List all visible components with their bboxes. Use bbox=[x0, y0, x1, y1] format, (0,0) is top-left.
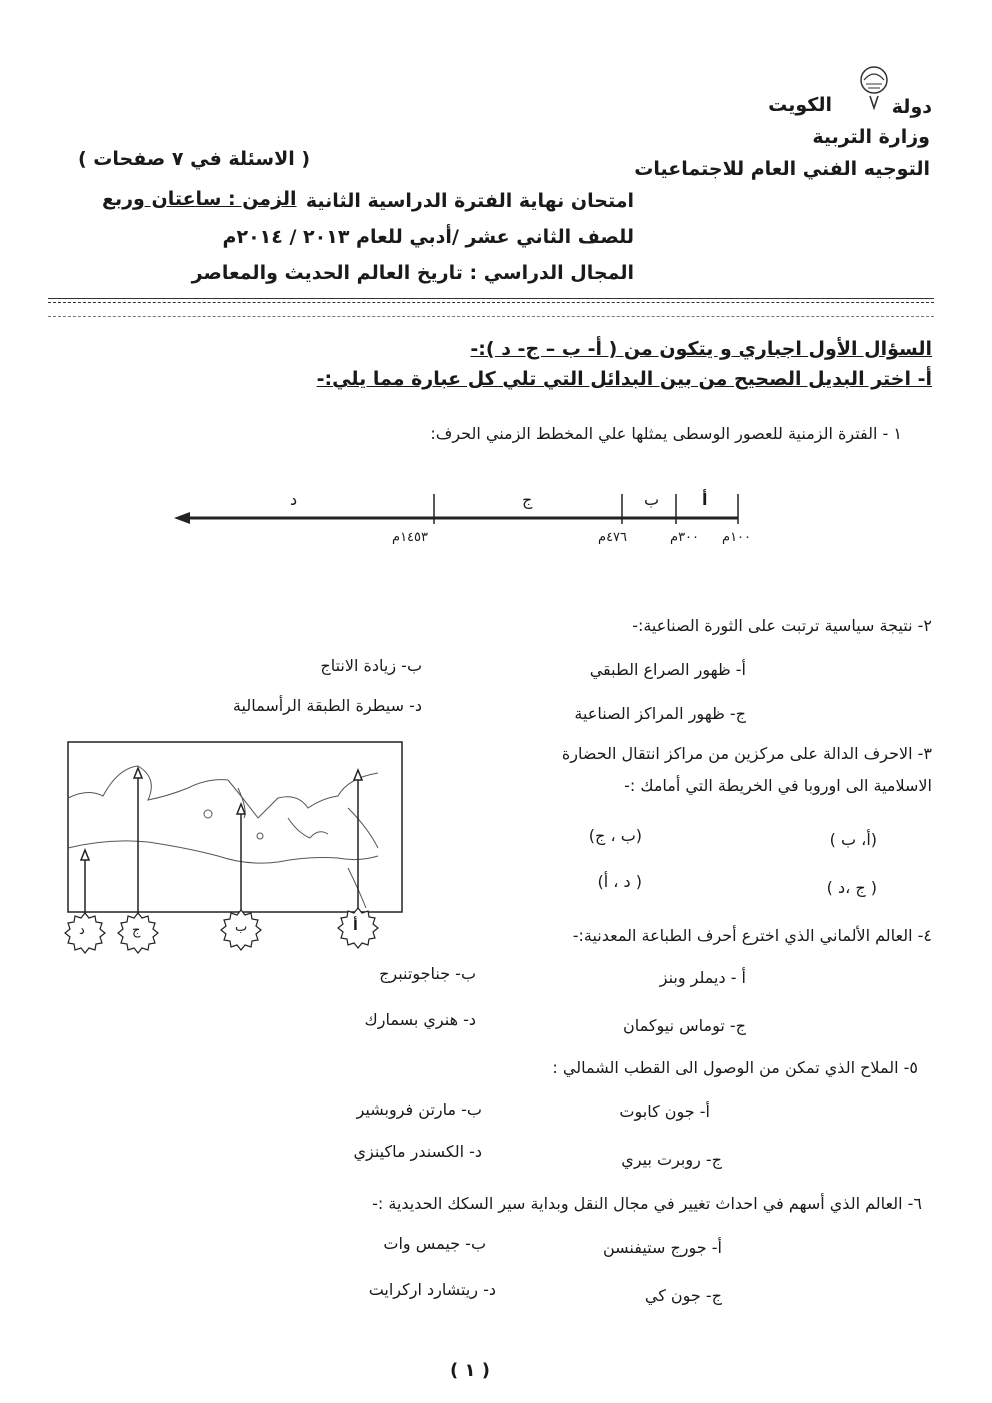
state-label: دولة bbox=[891, 96, 932, 118]
header-divider bbox=[48, 298, 934, 299]
q1-timeline bbox=[170, 480, 770, 560]
q2-option-b[interactable]: ب- زيادة الانتاج bbox=[320, 656, 422, 675]
q6-option-d[interactable]: د- ريتشارد اركرايت bbox=[368, 1280, 496, 1299]
q4-option-b[interactable]: ب- جناجوتنبرج bbox=[379, 964, 476, 983]
q3-text-line2: الاسلامية الى اوروبا في الخريطة التي أمامك :- bbox=[624, 776, 932, 795]
timeline-segment-b: ب bbox=[644, 490, 660, 509]
country-label: الكويت bbox=[768, 94, 832, 116]
pages-note: ( الاسئلة في ٧ صفحات ) bbox=[78, 148, 311, 170]
q4-option-c[interactable]: ج- توماس نيوكمان bbox=[622, 1016, 746, 1035]
q6-option-c[interactable]: ج- جون كي bbox=[644, 1286, 722, 1305]
q4-option-a[interactable]: أ - ديملر وبنز bbox=[659, 968, 746, 987]
map-label-a: أ bbox=[353, 918, 358, 934]
map-label-b: ب bbox=[235, 920, 248, 935]
header-divider-3 bbox=[48, 316, 934, 317]
subject-field: المجال الدراسي : تاريخ العالم الحديث والمعاصر bbox=[191, 262, 634, 284]
exam-time: الزمن : ساعتان وربع bbox=[102, 188, 297, 210]
timeline-date-100: ١٠٠م bbox=[722, 530, 752, 545]
page-number: ( ١ ) bbox=[450, 1360, 490, 1381]
timeline-date-476: ٤٧٦م bbox=[598, 530, 628, 545]
timeline-date-300: ٣٠٠م bbox=[670, 530, 700, 545]
q5-option-d[interactable]: د- الكسندر ماكينزي bbox=[353, 1142, 482, 1161]
q3-option-c[interactable]: ( ج ،د ) bbox=[826, 878, 877, 897]
q3-text-line1: ٣- الاحرف الدالة على مركزين من مراكز انتقال الحضارة bbox=[561, 744, 932, 763]
badge-a-icon bbox=[338, 908, 378, 948]
q1-text: ١ - الفترة الزمنية للعصور الوسطى يمثلها علي المخطط الزمني الحرف: bbox=[430, 424, 902, 443]
mediterranean-map bbox=[48, 738, 408, 990]
q3-option-a[interactable]: (أ، ب ) bbox=[829, 830, 877, 849]
q6-option-a[interactable]: أ- جورج ستيفنسن bbox=[602, 1238, 722, 1257]
kuwait-emblem-icon bbox=[852, 64, 896, 114]
q5-option-c[interactable]: ج- روبرت بيري bbox=[621, 1150, 722, 1169]
q2-option-a[interactable]: أ- ظهور الصراع الطبقي bbox=[589, 660, 746, 679]
q5-option-b[interactable]: ب- مارتن فروبشير bbox=[356, 1100, 482, 1119]
q5-option-a[interactable]: أ- جون كابوت bbox=[619, 1102, 710, 1121]
timeline-graphic bbox=[170, 480, 770, 560]
grade-year: للصف الثاني عشر /أدبي للعام ٢٠١٣ / ٢٠١٤م bbox=[222, 226, 634, 248]
header-divider-2 bbox=[48, 302, 934, 303]
section-heading: السؤال الأول اجباري و يتكون من ( أ- ب – ج- د ):- bbox=[470, 338, 932, 360]
q3-option-d[interactable]: ( د ، أ) bbox=[597, 872, 642, 891]
timeline-segment-c: ج bbox=[522, 490, 533, 509]
timeline-segment-d: د bbox=[290, 490, 298, 509]
q3-map bbox=[48, 738, 408, 990]
timeline-date-1453: ١٤٥٣م bbox=[392, 530, 428, 545]
q4-text: ٤- العالم الألماني الذي اخترع أحرف الطباعة المعدنية:- bbox=[572, 926, 932, 945]
q6-option-b[interactable]: ب- جيمس وات bbox=[383, 1234, 486, 1253]
q2-option-c[interactable]: ج- ظهور المراكز الصناعية bbox=[574, 704, 746, 723]
badge-d-icon bbox=[65, 913, 105, 953]
department-label: التوجيه الفني العام للاجتماعيات bbox=[634, 158, 930, 180]
section-instruction: أ- اختر البديل الصحيح من بين البدائل التي تلي كل عبارة مما يلي:- bbox=[316, 368, 932, 390]
q5-text: ٥- الملاح الذي تمكن من الوصول الى القطب الشمالي : bbox=[552, 1058, 918, 1077]
timeline-segment-a: أ bbox=[702, 490, 708, 509]
map-label-c: ج bbox=[132, 923, 141, 938]
exam-title: امتحان نهاية الفترة الدراسية الثانية bbox=[305, 190, 634, 212]
map-label-d: د bbox=[79, 923, 85, 938]
q3-option-b[interactable]: (ب ، ج) bbox=[588, 826, 642, 845]
q4-option-d[interactable]: د- هنري بسمارك bbox=[364, 1010, 476, 1029]
q6-text: ٦- العالم الذي أسهم في احداث تغيير في مجال النقل وبداية سير السكك الحديدية :- bbox=[372, 1194, 922, 1213]
ministry-label: وزارة التربية bbox=[812, 126, 930, 148]
q2-text: ٢- نتيجة سياسية ترتبت على الثورة الصناعية:- bbox=[632, 616, 932, 635]
q2-option-d[interactable]: د- سيطرة الطبقة الرأسمالية bbox=[232, 696, 422, 715]
